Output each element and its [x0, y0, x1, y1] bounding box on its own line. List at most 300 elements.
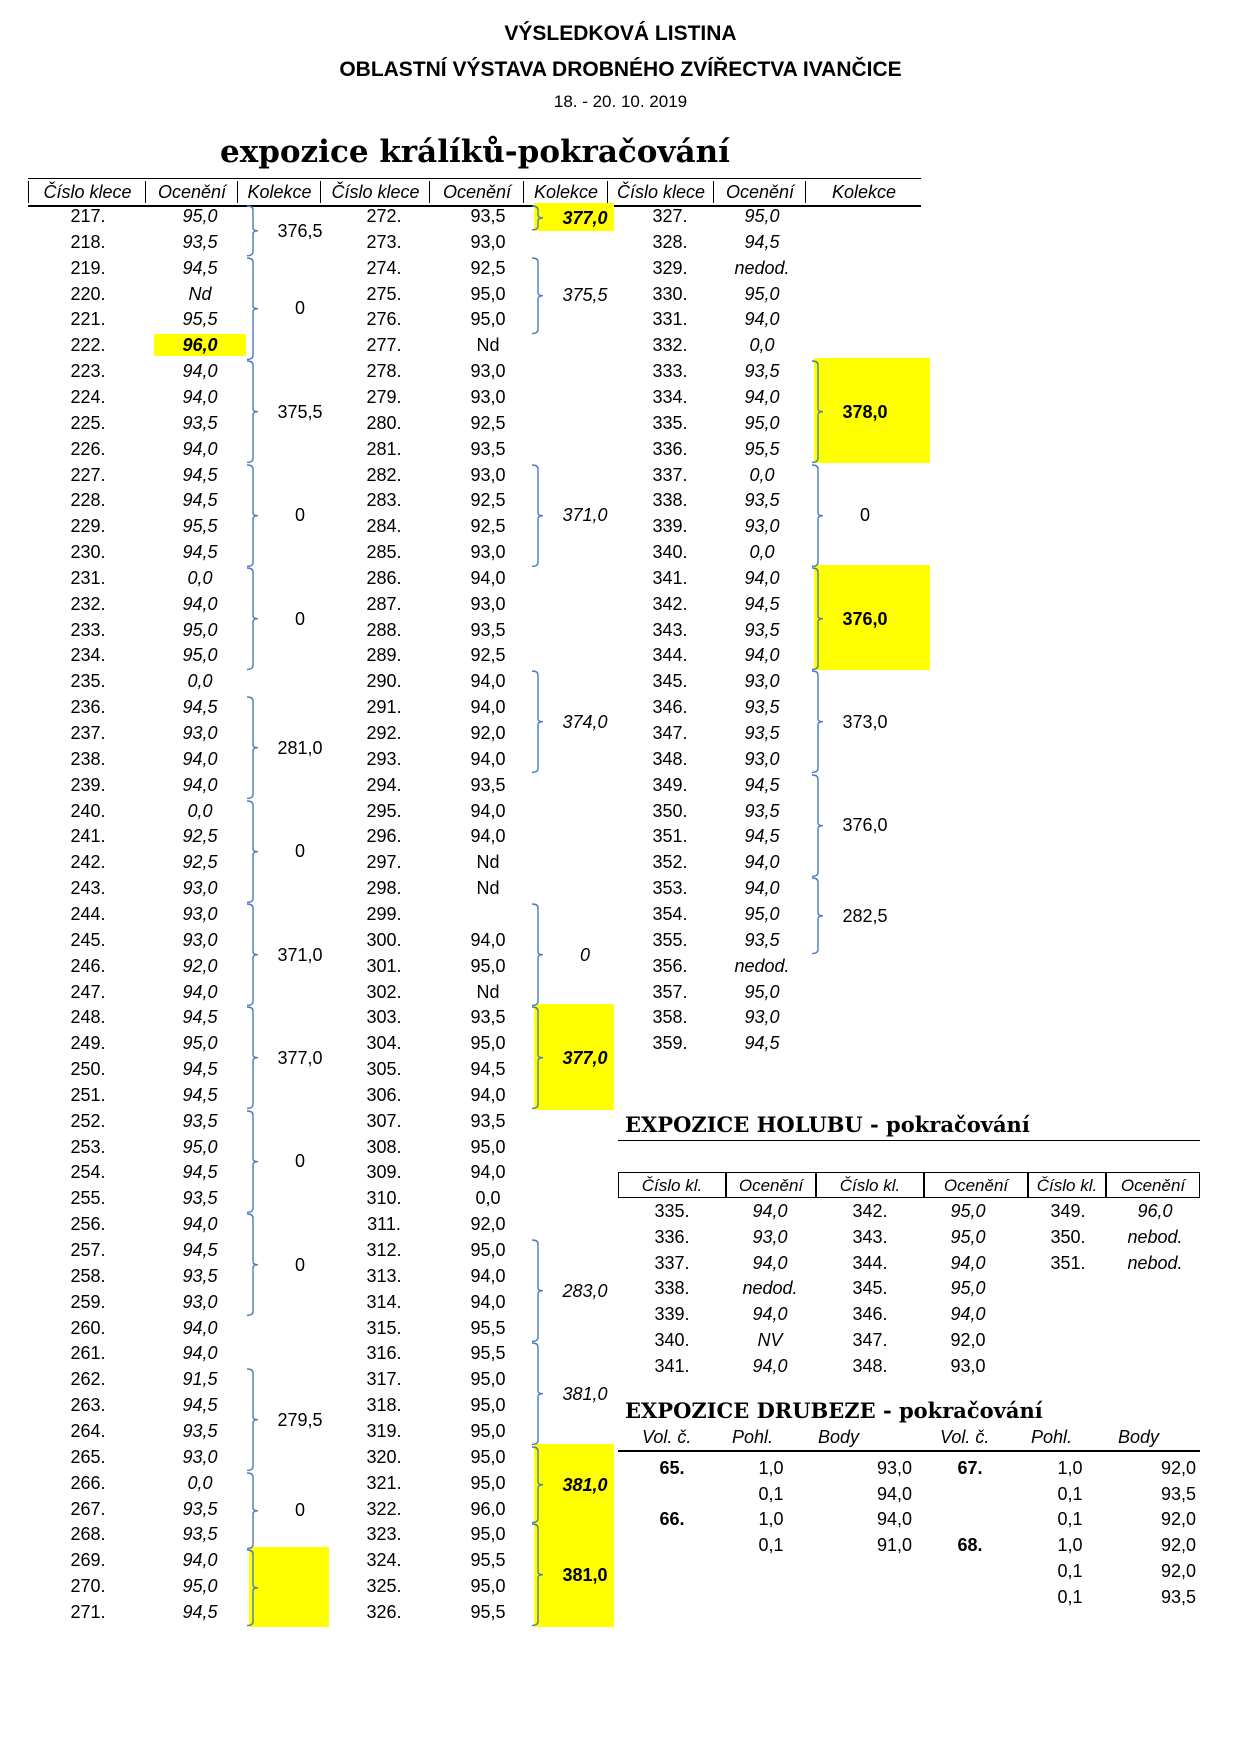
cage-number: 346. [652, 697, 688, 718]
collection-score: 376,5 [277, 220, 323, 241]
cage-number: 262. [70, 1369, 106, 1390]
pigeon-rating: nedod. [742, 1278, 798, 1299]
pigeon-rating: 96,0 [1137, 1201, 1173, 1221]
rating-value: 95,0 [744, 903, 780, 924]
rating-value: 93,5 [182, 231, 218, 252]
rating-value: 95,0 [470, 283, 506, 304]
rating-value: 94,0 [182, 593, 218, 614]
rating-value: 96,0 [154, 334, 246, 356]
poultry-header-cell: Pohl. [732, 1427, 774, 1447]
cage-number: 243. [70, 878, 106, 899]
rating-value [438, 903, 538, 925]
sex-code: 1,0 [758, 1509, 784, 1530]
rating-value: 95,0 [744, 412, 780, 433]
cage-number: 266. [70, 1472, 106, 1493]
rating-value: 95,0 [470, 1136, 506, 1157]
cage-number: 258. [70, 1265, 106, 1286]
cage-number: 286. [366, 567, 402, 588]
cage-number: 253. [70, 1136, 106, 1157]
cage-number: 318. [366, 1395, 402, 1416]
rating-value: 95,0 [470, 1369, 506, 1390]
points-value: 92,0 [1160, 1458, 1196, 1478]
collection-score: 0 [294, 841, 305, 862]
rating-value: 95,5 [182, 516, 218, 537]
rating-value: 94,5 [182, 257, 218, 278]
cage-number: 227. [70, 464, 106, 485]
rating-value: Nd [476, 981, 500, 1002]
cage-number: 343. [652, 619, 688, 640]
cage-number: 274. [366, 257, 402, 278]
rating-value: 0,0 [749, 335, 775, 356]
cage-number: 285. [366, 542, 402, 563]
collection-score: 373,0 [842, 712, 888, 732]
pigeon-cage-number: 338. [654, 1278, 690, 1299]
rating-value: 95,0 [182, 1576, 218, 1597]
pigeon-cage-number: 342. [852, 1201, 888, 1221]
cage-number: 345. [652, 671, 688, 692]
cage-number: 335. [652, 412, 688, 433]
rating-value: 93,5 [744, 800, 780, 821]
pigeon-cage-number: 350. [1050, 1226, 1086, 1247]
rating-value: 94,0 [470, 697, 506, 718]
rating-value: 94,0 [470, 1265, 506, 1286]
rating-value: 94,0 [470, 929, 506, 950]
rating-value: 94,5 [182, 697, 218, 718]
rating-value: 95,5 [470, 1601, 506, 1622]
pigeon-rating: NV [757, 1330, 783, 1350]
cage-number: 359. [652, 1033, 688, 1054]
rating-value: 94,5 [470, 1059, 506, 1080]
cage-number: 288. [366, 619, 402, 640]
cage-number: 292. [366, 723, 402, 743]
rating-value: 0,0 [749, 542, 775, 563]
rating-value: 92,5 [470, 257, 506, 278]
rating-value: 95,0 [182, 645, 218, 666]
rating-value: 94,0 [182, 1317, 218, 1338]
rating-value: 94,0 [470, 567, 506, 588]
cage-number: 333. [652, 361, 688, 382]
rating-value: 92,0 [182, 955, 218, 976]
cage-number: 294. [366, 774, 402, 795]
pigeon-rating: 94,0 [752, 1252, 788, 1273]
pigeons-header-cell: Ocenění [1106, 1172, 1200, 1198]
rating-value: 95,5 [744, 438, 780, 459]
cage-number: 358. [652, 1007, 688, 1028]
sex-code: 1,0 [1057, 1535, 1083, 1556]
rating-value: 93,5 [744, 490, 780, 511]
rating-value: 92,5 [182, 852, 218, 873]
pigeon-cage-number: 346. [852, 1304, 888, 1325]
rating-value: nedod. [734, 955, 790, 976]
points-value: 92,0 [1160, 1535, 1196, 1556]
rating-value: 94,0 [182, 1343, 218, 1364]
cage-number: 217. [70, 206, 106, 226]
points-value: 93,5 [1160, 1586, 1196, 1607]
cage-number: 221. [70, 309, 106, 330]
rating-value: 94,0 [182, 774, 218, 795]
cage-number: 340. [652, 542, 688, 563]
pigeon-cage-number: 341. [654, 1355, 690, 1376]
pigeon-rating: 95,0 [950, 1278, 986, 1299]
rating-value: Nd [476, 878, 500, 899]
collection-score: 377,0 [562, 207, 608, 228]
rating-value: 95,0 [470, 1576, 506, 1597]
rating-value: 93,0 [744, 1007, 780, 1028]
cage-number: 328. [652, 231, 688, 252]
rating-value: 93,0 [470, 386, 506, 407]
cage-number: 234. [70, 645, 106, 666]
header-rating-3: Ocenění [713, 181, 806, 203]
pen-number: 68. [957, 1535, 983, 1556]
cage-number: 229. [70, 516, 106, 537]
collection-score: 0 [294, 298, 305, 319]
rating-value: 94,0 [470, 671, 506, 692]
rating-value: 93,5 [182, 1265, 218, 1286]
cage-number: 297. [366, 852, 402, 873]
rating-value: 95,0 [470, 1472, 506, 1493]
collection-bracket [245, 1548, 265, 1628]
cage-number: 317. [366, 1369, 402, 1390]
pigeon-rating: 93,0 [752, 1226, 788, 1247]
cage-number: 264. [70, 1420, 106, 1441]
cage-number: 231. [70, 567, 106, 588]
rating-value: 93,0 [470, 231, 506, 252]
cage-number: 323. [366, 1524, 402, 1545]
cage-number: 337. [652, 464, 688, 485]
cage-number: 300. [366, 929, 402, 950]
collection-score: 381,0 [562, 1565, 608, 1586]
cage-number: 354. [652, 903, 688, 924]
pigeon-rating: 94,0 [752, 1355, 788, 1376]
cage-number: 252. [70, 1110, 106, 1131]
pigeon-cage-number: 344. [852, 1252, 888, 1273]
cage-number: 222. [70, 335, 106, 356]
collection-score: 376,0 [842, 608, 888, 629]
cage-number: 303. [366, 1007, 402, 1028]
rabbits-table-header [28, 178, 921, 207]
cage-number: 312. [366, 1240, 402, 1260]
rating-value: 0,0 [187, 671, 213, 692]
rating-value: 94,5 [182, 1059, 218, 1080]
points-value: 92,0 [1160, 1560, 1196, 1581]
cage-number: 219. [70, 257, 106, 278]
rating-value: 93,5 [470, 1007, 506, 1028]
points-value: 94,0 [876, 1509, 912, 1530]
rating-value: 95,0 [470, 1524, 506, 1545]
rating-value: 93,5 [182, 1498, 218, 1519]
rating-value: 93,5 [744, 723, 780, 743]
rating-value: 94,0 [470, 1162, 506, 1183]
rating-value: 94,0 [182, 748, 218, 769]
cage-number: 232. [70, 593, 106, 614]
pigeon-cage-number: 336. [654, 1226, 690, 1247]
pen-number: 66. [659, 1509, 685, 1530]
cage-number: 281. [366, 438, 402, 459]
pigeon-cage-number: 339. [654, 1304, 690, 1325]
header-rating-1: Ocenění [145, 181, 238, 203]
cage-number: 233. [70, 619, 106, 640]
cage-number: 230. [70, 542, 106, 563]
rating-value: 93,0 [182, 1291, 218, 1312]
rating-value: 93,5 [744, 929, 780, 950]
cage-number: 284. [366, 516, 402, 537]
cage-number: 320. [366, 1446, 402, 1467]
cage-number: 332. [652, 335, 688, 356]
sex-code: 0,1 [1057, 1483, 1083, 1504]
header-cage-number-1: Číslo klece [28, 181, 146, 203]
rating-value: 95,0 [182, 619, 218, 640]
cage-number: 304. [366, 1033, 402, 1054]
rating-value: 0,0 [749, 464, 775, 485]
rating-value: 94,0 [744, 386, 780, 407]
cage-number: 352. [652, 852, 688, 873]
poultry-header-cell: Vol. č. [642, 1427, 692, 1447]
cage-number: 338. [652, 490, 688, 511]
collection-score: 371,0 [562, 505, 608, 526]
rating-value: 92,5 [470, 645, 506, 666]
rating-value: 95,0 [470, 1395, 506, 1416]
rating-value: 94,0 [470, 1084, 506, 1105]
cage-number: 327. [652, 206, 688, 226]
pigeon-rating: 92,0 [950, 1330, 986, 1350]
pigeon-rating: 93,0 [950, 1355, 986, 1376]
rating-value: 95,0 [470, 309, 506, 330]
rating-value: 95,5 [470, 1550, 506, 1571]
rating-value: 93,5 [744, 361, 780, 382]
pigeon-cage-number: 348. [852, 1355, 888, 1376]
cage-number: 236. [70, 697, 106, 718]
page-date: 18. - 20. 10. 2019 [553, 92, 688, 111]
cage-number: 316. [366, 1343, 402, 1364]
rating-value: 94,0 [182, 1550, 218, 1571]
collection-score: 0 [294, 1151, 305, 1172]
cage-number: 341. [652, 567, 688, 588]
collection-score: 0 [294, 1254, 305, 1275]
cage-number: 342. [652, 593, 688, 614]
cage-number: 291. [366, 697, 402, 718]
pigeon-rating: 95,0 [950, 1226, 986, 1247]
cage-number: 260. [70, 1317, 106, 1338]
rating-value: 92,5 [470, 516, 506, 537]
cage-number: 256. [70, 1214, 106, 1235]
cage-number: 245. [70, 929, 106, 950]
cage-number: 313. [366, 1265, 402, 1286]
rating-value: 93,0 [744, 671, 780, 692]
pigeon-rating: 94,0 [752, 1201, 788, 1221]
pigeon-rating: 94,0 [950, 1252, 986, 1273]
pigeon-rating: nebod. [1127, 1252, 1183, 1273]
cage-number: 241. [70, 826, 106, 847]
rating-value: 94,0 [182, 1214, 218, 1235]
collection-score: 377,0 [277, 1048, 323, 1069]
cage-number: 240. [70, 800, 106, 821]
rating-value: 93,5 [470, 206, 506, 226]
cage-number: 295. [366, 800, 402, 821]
rating-value: 94,0 [470, 826, 506, 847]
rating-value: 94,0 [744, 567, 780, 588]
header-rating-2: Ocenění [429, 181, 524, 203]
cage-number: 314. [366, 1291, 402, 1312]
cage-number: 259. [70, 1291, 106, 1312]
rating-value: 94,5 [182, 1395, 218, 1416]
cage-number: 309. [366, 1162, 402, 1183]
rating-value: 95,0 [470, 1446, 506, 1467]
rating-value: 93,5 [182, 1110, 218, 1131]
collection-score: 381,0 [562, 1384, 608, 1405]
cage-number: 224. [70, 386, 106, 407]
cage-number: 290. [366, 671, 402, 692]
rating-value: 94,5 [744, 593, 780, 614]
rating-value: 95,0 [470, 1420, 506, 1441]
rating-value: 93,0 [470, 464, 506, 485]
rating-value: 92,0 [470, 723, 506, 743]
rating-value: 95,0 [470, 1240, 506, 1260]
pigeons-section-title: EXPOZICE HOLUBU - pokračování [625, 1112, 1030, 1137]
collection-score: 0 [859, 505, 870, 526]
rating-value: Nd [476, 852, 500, 873]
pigeon-rating: nebod. [1127, 1226, 1183, 1247]
rating-value: 0,0 [475, 1188, 501, 1209]
collection-score: 378,0 [842, 401, 888, 422]
pen-number: 65. [659, 1458, 685, 1478]
rating-value: 94,5 [182, 1240, 218, 1260]
cage-number: 282. [366, 464, 402, 485]
rating-value: 93,0 [470, 542, 506, 563]
pigeon-cage-number: 343. [852, 1226, 888, 1247]
cage-number: 237. [70, 723, 106, 743]
pen-number: 67. [957, 1458, 983, 1478]
header-collection-1: Kolekce [237, 181, 321, 203]
rating-value: 94,5 [744, 774, 780, 795]
cage-number: 271. [70, 1601, 106, 1622]
cage-number: 251. [70, 1084, 106, 1105]
pigeon-cage-number: 335. [654, 1201, 690, 1221]
sex-code: 0,1 [1057, 1560, 1083, 1581]
cage-number: 270. [70, 1576, 106, 1597]
rating-value: 94,5 [744, 826, 780, 847]
rating-value: 93,5 [182, 412, 218, 433]
sex-code: 1,0 [1057, 1458, 1083, 1478]
collection-score: 281,0 [277, 737, 323, 758]
rating-value: 95,5 [470, 1317, 506, 1338]
rabbits-section-title: expozice králíků-pokračování [220, 134, 730, 170]
header-collection-2: Kolekce [523, 181, 608, 203]
rating-value: 95,0 [182, 1033, 218, 1054]
sex-code: 0,1 [758, 1483, 784, 1504]
cage-number: 254. [70, 1162, 106, 1183]
rating-value: 94,5 [182, 1162, 218, 1183]
rating-value: 93,0 [744, 748, 780, 769]
pigeons-header-cell: Ocenění [726, 1172, 816, 1198]
cage-number: 249. [70, 1033, 106, 1054]
cage-number: 280. [366, 412, 402, 433]
pigeons-header-cell: Číslo kl. [1028, 1172, 1106, 1198]
collection-score: 381,0 [562, 1474, 608, 1495]
rating-value: 93,5 [470, 619, 506, 640]
cage-number: 255. [70, 1188, 106, 1209]
points-value: 94,0 [876, 1483, 912, 1504]
points-value: 91,0 [876, 1535, 912, 1556]
collection-score: 279,5 [277, 1409, 323, 1430]
rating-value: Nd [188, 283, 212, 304]
cage-number: 248. [70, 1007, 106, 1028]
rating-value: 95,0 [744, 206, 780, 226]
cage-number: 334. [652, 386, 688, 407]
rating-value: 94,0 [744, 878, 780, 899]
collection-score: 377,0 [562, 1048, 608, 1069]
collection-score: 0 [294, 505, 305, 526]
cage-number: 296. [366, 826, 402, 847]
rating-value: 95,5 [182, 309, 218, 330]
cage-number: 310. [366, 1188, 402, 1209]
cage-number: 218. [70, 231, 106, 252]
rating-value: 0,0 [187, 1472, 213, 1493]
header-collection-3: Kolekce [805, 181, 922, 203]
cage-number: 242. [70, 852, 106, 873]
rating-value: 92,5 [470, 490, 506, 511]
pigeon-rating: 94,0 [752, 1304, 788, 1325]
cage-number: 250. [70, 1059, 106, 1080]
collection-score: 0 [294, 1500, 305, 1521]
rating-value: 94,5 [744, 1033, 780, 1054]
cage-number: 308. [366, 1136, 402, 1157]
cage-number: 355. [652, 929, 688, 950]
sex-code: 0,1 [1057, 1509, 1083, 1530]
cage-number: 305. [366, 1059, 402, 1080]
cage-number: 265. [70, 1446, 106, 1467]
sex-code: 0,1 [758, 1535, 784, 1556]
cage-number: 307. [366, 1110, 402, 1131]
points-value: 93,0 [876, 1458, 912, 1478]
cage-number: 267. [70, 1498, 106, 1519]
cage-number: 289. [366, 645, 402, 666]
rating-value: 93,5 [470, 1110, 506, 1131]
cage-number: 326. [366, 1601, 402, 1622]
poultry-header-cell: Pohl. [1031, 1427, 1073, 1447]
cage-number: 293. [366, 748, 402, 769]
cage-number: 339. [652, 516, 688, 537]
cage-number: 279. [366, 386, 402, 407]
rating-value: 93,0 [182, 878, 218, 899]
sex-code: 1,0 [758, 1458, 784, 1478]
rating-value: 93,5 [182, 1524, 218, 1545]
cage-number: 301. [366, 955, 402, 976]
cage-number: 247. [70, 981, 106, 1002]
rating-value: 94,0 [182, 981, 218, 1002]
rating-value: 94,0 [182, 361, 218, 382]
cage-number: 276. [366, 309, 402, 330]
cage-number: 322. [366, 1498, 402, 1519]
rating-value: 94,5 [182, 1007, 218, 1028]
cage-number: 344. [652, 645, 688, 666]
rating-value: 94,5 [182, 490, 218, 511]
cage-number: 330. [652, 283, 688, 304]
cage-number: 275. [366, 283, 402, 304]
rating-value: 91,5 [182, 1369, 218, 1390]
cage-number: 331. [652, 309, 688, 330]
rating-value: 94,0 [744, 309, 780, 330]
cage-number: 228. [70, 490, 106, 511]
header-cage-number-3: Číslo klece [607, 181, 714, 203]
rating-value: 94,5 [182, 464, 218, 485]
cage-number: 329. [652, 257, 688, 278]
cage-number: 351. [652, 826, 688, 847]
rating-value: 0,0 [187, 567, 213, 588]
poultry-header-cell: Vol. č. [940, 1427, 990, 1447]
points-value: 92,0 [1160, 1509, 1196, 1530]
rating-value: 93,5 [182, 1188, 218, 1209]
poultry-header-rule [618, 1450, 1200, 1452]
